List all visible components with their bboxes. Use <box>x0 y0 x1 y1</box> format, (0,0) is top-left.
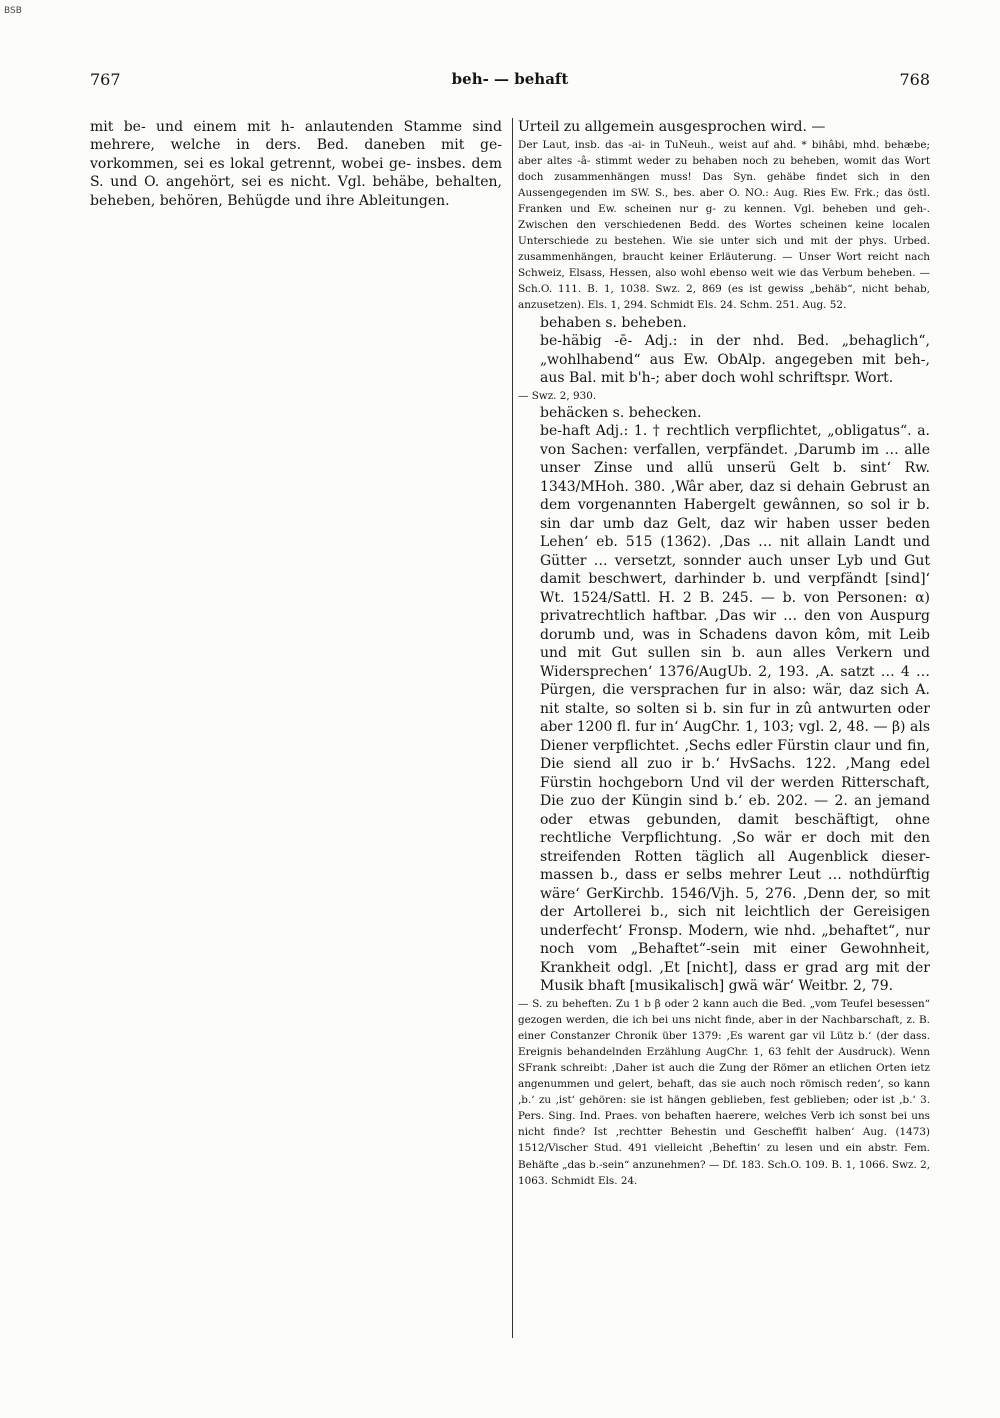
right-column <box>518 118 930 1189</box>
behaft-note: — S. zu beheften. Zu 1 b β oder 2 kann auch die Bed. „vom Teufel besessen“ gezogen werden, die ich bei uns nicht finde, aber in der Nachbarschaft, z. B. einer Constanzer Chronik über 1379: ‚Es warent gar vil Lütz b.‘ (der dass. Ereignis behandelnden Erzählung AugChr. 1, 63 fehlt der Ausdruck). Wenn SFrank schreibt: ‚Daher ist auch die Zung der Römer an etlichen Orten ietz angenummen und gelert, behaft, das sie auch noch römisch reden‘, so kann ‚b.‘ zu ‚ist‘ gehören: sie ist hängen geblieben, fest geblieben; oder ist ‚b.‘ 3. Pers. Sing. Ind. Praes. von behaften haerere, welches Verb ich sonst bei uns nicht finde? Ist ‚rechtter Behestin und Gescheffit halben‘ Aug. (1473) 1512/Vischer Stud. 491 vielleicht ‚Beheftin‘ zu lesen und ein abstr. Fem. Behäfte „das b.-sein“ anzunehmen? — Df. 183. Sch.O. 109. B. 1, 1066. Swz. 2, 1063. Schmidt Els. 24. <box>518 997 930 1187</box>
column-divider <box>512 118 513 1338</box>
left-paragraph: mit be- und einem mit h- anlautenden Stamme sind mehrere, welche in ders. Bed. daneben mit ge- vorkommen, sei es lokal getrennt, wobei ge- insbes. dem S. und O. angehört, sei es nicht. Vgl. behäbe, behalten, beheben, behören, Behügde und ihre Ableitungen. <box>90 119 502 209</box>
right-paragraph: Urteil zu allgemein ausgesprochen wird. — <box>518 119 826 135</box>
entry-behaft: be-haft Adj.: 1. † rechtlich verpflichtet, „obligatus“. a. von Sachen: verfallen, verpfändet. ‚Darumb im … alle unser Zinse und allü unserü Gelt b. sint‘ Rw. 1343/MHoh. 380. ‚Wâr aber, daz si dehain Gebrust an dem vorgenannten Habergelt gewânnen, so sol ir b. sin dar umb daz Gelt, daz wir haben usser beden Lehen‘ eb. 515 (1362). ‚Das … nit allain Landt und Gütter … versetzt, sonnder auch unser Lyb und Gut damit beschwert, darhinder b. und verpfändt [sind]‘ Wt. 1524/Sattl. H. 2 B. 245. — b. von Personen: α) privatrechtlich haftbar. ‚Das wir … den von Auspurg dorumb und, was in Schadens davon kôm, mit Leib und mit Gut sullen sin b. aun alles Verkern und Widersprechen‘ 1376/AugUb. 2, 193. ‚A. satzt … 4 … Pürgen, die versprachen fur in also: wär, daz sich A. nit stalte, so solten si b. sin fur in zû antwurten oder aber 1200 fl. fur in‘ AugChr. 1, 103; vgl. 2, 48. — β) als Diener verpflichtet. ‚Sechs edler Fürstin claur und fin, Die siend all zuo ir b.‘ HvSachs. 122. ‚Mang edel Fürstin hochgeborn Und vil der werden Ritterschaft, Die zuo der Küngin sind b.‘ eb. 202. — 2. an jemand oder etwas gebunden, damit beschäftigt, ohne rechtliche Verpflichtung. ‚So wär er doch mit den streifenden Rotten täglich all Augenblick dieser-massen b., dass er selbs mehrer Leut … nothdürftig wäre‘ GerKirchb. 1546/Vjh. 5, 276. ‚Denn der, so mit der Artollerei b., sich nit leichtlich der Gereisigen underfecht‘ Fronsp. Modern, wie nhd. „behaftet“, nur noch vom „Behaftet“-sein mit einer Gewohnheit, Krankheit odgl. ‚Et [nicht], dass er grad arg mit der Musik bhaft [musikalisch] gwä wär‘ Weitbr. 2, 79. <box>540 423 930 995</box>
left-page-number: 767 <box>90 70 121 89</box>
page-header <box>90 70 930 92</box>
etymology-note: Der Laut, insb. das -ai- in TuNeuh., weist auf ahd. * bihâbi, mhd. behæbe; aber altes -â- stimmt weder zu behaben noch zu beheben, womit das Wort doch zusammenhängen muss! Das Syn. gehäbe findet sich in den Aussengegenden im SW. S., bes. aber O. NO.: Aug. Ries Ew. Frk.; das östl. Franken und Ew. scheinen nur g- zu kennen. Vgl. beheben und geh-. Zwischen den verschiedenen Bedd. des Wortes scheinen keine localen Unterschiede zu bestehen. Wie sie unter sich und mit der phys. Urbed. zusammenhängen, braucht keiner Erläuterung. — Unser Wort reicht nach Schweiz, Elsass, Hessen, also wohl ebenso weit wie das Verbum beheben. — Sch.O. 111. B. 1, 1038. Swz. 2, 869 (es ist gewiss „behäb“, nicht behab, anzusetzen). Els. 1, 294. Schmidt Els. 24. Schm. 251. Aug. 52. <box>518 138 930 312</box>
running-title: beh- — behaft <box>451 70 569 88</box>
library-stamp: BSB <box>4 6 22 16</box>
entry-behaben: behaben s. beheben. <box>540 314 687 331</box>
left-column <box>90 118 502 210</box>
reference-note: — Swz. 2, 930. <box>518 389 597 402</box>
right-page-number: 768 <box>899 70 930 89</box>
entry-behaebig: be-häbig -ē- Adj.: in der nhd. Bed. „behaglich“, „wohlhabend“ aus Ew. ObAlp. angegeben mit beh-, aus Bal. mit b'h-; aber doch wohl schriftspr. Wort. <box>540 333 930 387</box>
entry-behaecken: behäcken s. behecken. <box>540 404 702 421</box>
